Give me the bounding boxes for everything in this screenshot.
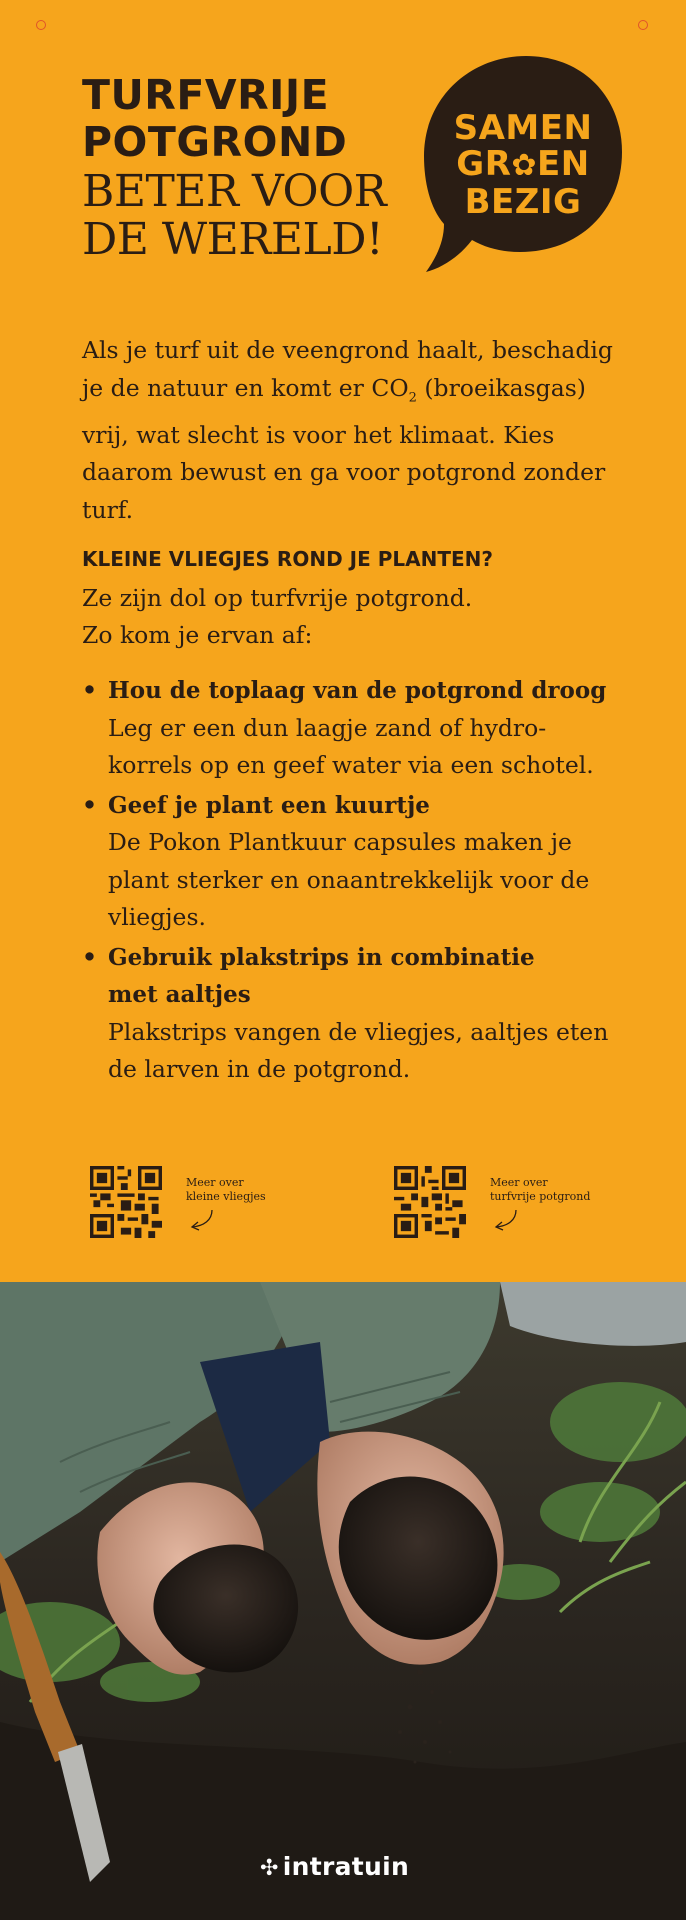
hanging-hole-right [638, 20, 648, 30]
qr-code-icon[interactable] [394, 1166, 466, 1238]
lead-line-2: Zo kom je ervan af: [82, 621, 313, 649]
headline-line-1: TURFVRIJE [82, 71, 330, 119]
section-heading: KLEINE VLIEGJES ROND JE PLANTEN? [82, 547, 493, 571]
tip-title: Gebruik plakstrips in combinatie met aaltjes [108, 943, 535, 1008]
headline-line-2: POTGROND [82, 118, 348, 166]
intratuin-logo [260, 1852, 460, 1881]
qr-code-icon[interactable] [90, 1166, 162, 1238]
samen-groen-bezig-logo [422, 52, 624, 278]
bullet-icon: • [82, 942, 98, 971]
headline [82, 72, 442, 264]
logo-line-2: GR✿EN [456, 144, 590, 184]
tip-title: Geef je plant een kuurtje [108, 791, 430, 819]
list-item [82, 672, 642, 785]
tip-body: De Pokon Plantkuur capsules maken je plant sterker en onaantrekkelijk voor de vliegjes. [108, 828, 590, 931]
headline-line-4: DE WERELD! [82, 214, 384, 265]
curved-arrow-icon [188, 1208, 216, 1232]
intratuin-mark-icon: ✣ [260, 1856, 279, 1881]
qr-block-potgrond [394, 1166, 644, 1246]
bullet-icon: • [82, 676, 98, 704]
hands-with-soil-photo [0, 1282, 686, 1920]
headline-line-3: BETER VOOR [82, 166, 387, 217]
tips-list [82, 672, 642, 1089]
curved-arrow-icon [492, 1208, 520, 1232]
brand-name: intratuin [282, 1852, 410, 1881]
qr-block-vliegjes [90, 1166, 340, 1246]
logo-line-1: SAMEN [453, 108, 593, 148]
intro-paragraph: Als je turf uit de veengrond haalt, beschadig je de natuur en komt er $CO_2$ (broeikasgas) vrij, wat slecht is voor het klimaat. Kies daarom bewust en ga voor potgrond zonder turf. [82, 336, 613, 524]
list-item [82, 787, 642, 937]
tip-title: Hou de toplaag van de potgrond droog [108, 677, 607, 704]
tip-body: Plakstrips vangen de vliegjes, aaltjes eten de larven in de potgrond. [108, 1017, 609, 1083]
bullet-icon: • [82, 790, 98, 819]
list-item [82, 939, 642, 1089]
qr-label: Meer over kleine vliegjes [186, 1176, 266, 1203]
lead-line-1: Ze zijn dol op turfvrije potgrond. [82, 584, 473, 612]
lead-text [82, 580, 622, 654]
qr-label: Meer over turfvrije potgrond [490, 1176, 591, 1203]
hanging-hole-left [36, 20, 46, 30]
logo-line-3: BEZIG [464, 182, 582, 222]
flower-icon: ✿ [511, 148, 538, 183]
tip-body: Leg er een dun laagje zand of hydrokorrels op en geef water via een schotel. [108, 713, 594, 779]
